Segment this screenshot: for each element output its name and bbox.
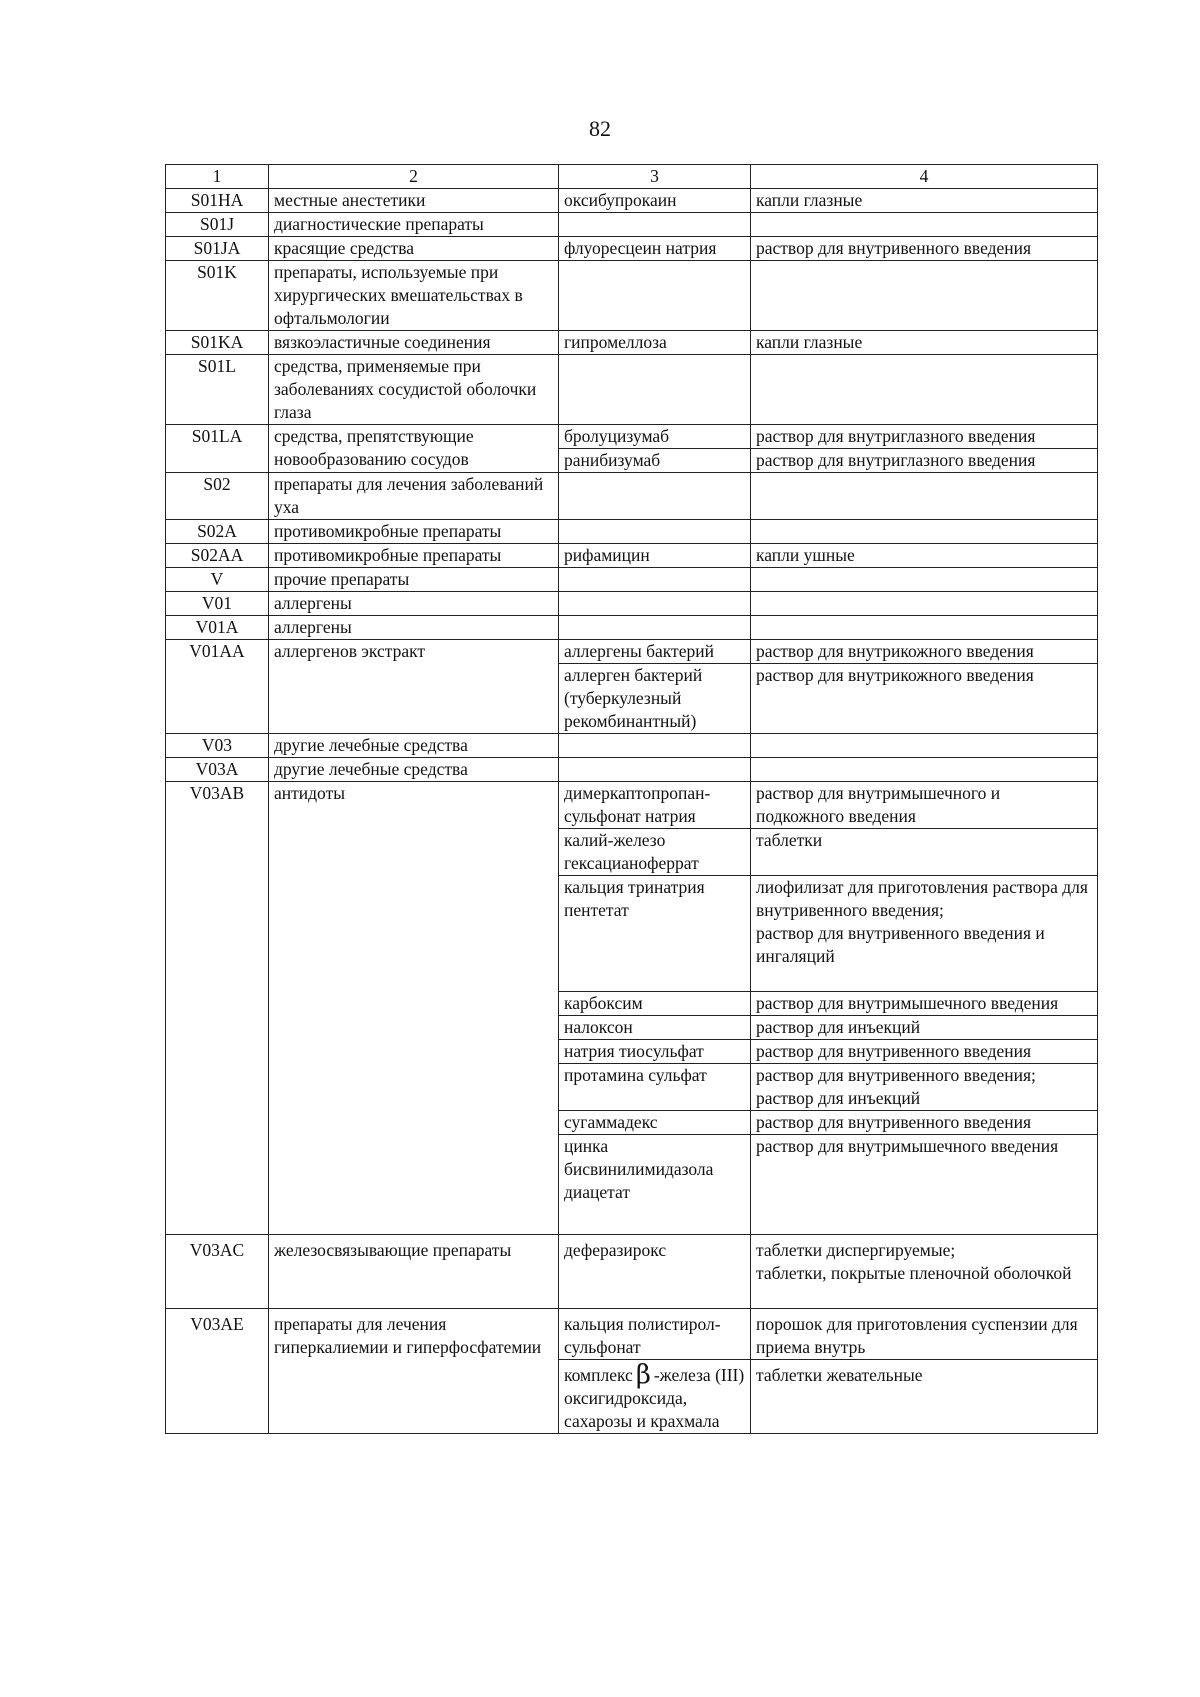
group-name: другие лечебные средства	[269, 758, 559, 782]
atc-code: S02AA	[166, 544, 269, 568]
group-name: противомикробные препараты	[269, 520, 559, 544]
drug-name: натрия тиосульфат	[559, 1040, 751, 1064]
atc-code: V01AA	[166, 640, 269, 734]
dosage-form	[751, 734, 1098, 758]
dosage-form: раствор для внутримышечного введения	[751, 1135, 1098, 1235]
header-cell: 4	[751, 165, 1098, 189]
group-name: диагностические препараты	[269, 213, 559, 237]
group-name: железосвязывающие препараты	[269, 1235, 559, 1309]
drug-name: ранибизумаб	[559, 449, 751, 473]
table-row	[166, 1309, 1098, 1360]
dosage-form	[751, 568, 1098, 592]
drug-name: аллерген бактерий (туберкулезный рекомбинантный)	[559, 664, 751, 734]
drug-name: налоксон	[559, 1016, 751, 1040]
drug-name: сугаммадекс	[559, 1111, 751, 1135]
dosage-form	[751, 473, 1098, 520]
drug-name-with-symbol	[559, 1360, 751, 1434]
dosage-form: порошок для приготовления суспензии для приема внутрь	[751, 1309, 1098, 1360]
group-name: аллергены	[269, 616, 559, 640]
atc-code: S01LA	[166, 425, 269, 473]
drug-name: флуоресцеин натрия	[559, 237, 751, 261]
atc-code: V03	[166, 734, 269, 758]
group-name: другие лечебные средства	[269, 734, 559, 758]
drug-name	[559, 261, 751, 331]
group-name: препараты, используемые при хирургических вмешательствах в офтальмологии	[269, 261, 559, 331]
dosage-form: капли глазные	[751, 189, 1098, 213]
table-row	[166, 1235, 1098, 1309]
dosage-form	[751, 592, 1098, 616]
dosage-form: раствор для внутримышечного и подкожного введения	[751, 782, 1098, 829]
group-name: средства, препятствующие новообразованию сосудов	[269, 425, 559, 473]
atc-code: V01	[166, 592, 269, 616]
group-name: средства, применяемые при заболеваниях сосудистой оболочки глаза	[269, 355, 559, 425]
table-row	[166, 520, 1098, 544]
dosage-form: раствор для внутривенного введения	[751, 1040, 1098, 1064]
table-row	[166, 734, 1098, 758]
table-row	[166, 758, 1098, 782]
drug-name: рифамицин	[559, 544, 751, 568]
dosage-form: таблетки диспергируемые; таблетки, покрытые пленочной оболочкой	[751, 1235, 1098, 1309]
drug-name: деферазирокс	[559, 1235, 751, 1309]
dosage-form	[751, 758, 1098, 782]
table-row	[166, 568, 1098, 592]
drug-name: кальция тринатрия пентетат	[559, 876, 751, 992]
beta-symbol: β	[635, 1360, 651, 1390]
drug-name: оксибупрокаин	[559, 189, 751, 213]
drug-name: кальция полистирол-сульфонат	[559, 1309, 751, 1360]
table-row	[166, 237, 1098, 261]
drug-name-part: -железа (III) оксигидроксида, сахарозы и крахмала	[564, 1365, 745, 1431]
dosage-form: таблетки	[751, 829, 1098, 876]
dosage-form: раствор для внутривенного введения	[751, 237, 1098, 261]
drug-name: гипромеллоза	[559, 331, 751, 355]
group-name: вязкоэластичные соединения	[269, 331, 559, 355]
group-name: препараты для лечения заболеваний уха	[269, 473, 559, 520]
atc-code: V03A	[166, 758, 269, 782]
atc-code: V03AC	[166, 1235, 269, 1309]
table-row	[166, 355, 1098, 425]
dosage-form: лиофилизат для приготовления раствора для внутривенного введения; раствор для внутривенного введения и ингаляций	[751, 876, 1098, 992]
atc-code: S02	[166, 473, 269, 520]
group-name: местные анестетики	[269, 189, 559, 213]
header-cell: 3	[559, 165, 751, 189]
header-cell: 2	[269, 165, 559, 189]
atc-code: V01A	[166, 616, 269, 640]
group-name: антидоты	[269, 782, 559, 1235]
atc-code: S01KA	[166, 331, 269, 355]
drug-name	[559, 568, 751, 592]
table-row	[166, 261, 1098, 331]
drug-name: аллергены бактерий	[559, 640, 751, 664]
dosage-form	[751, 355, 1098, 425]
table-row	[166, 473, 1098, 520]
drug-name	[559, 520, 751, 544]
dosage-form	[751, 520, 1098, 544]
group-name: препараты для лечения гиперкалиемии и гиперфосфатемии	[269, 1309, 559, 1434]
table-row	[166, 640, 1098, 664]
dosage-form: капли ушные	[751, 544, 1098, 568]
atc-code: V	[166, 568, 269, 592]
atc-code: S01L	[166, 355, 269, 425]
dosage-form: раствор для внутриглазного введения	[751, 425, 1098, 449]
drug-name: калий-железо гексацианоферрат	[559, 829, 751, 876]
medicines-table	[165, 164, 1098, 1434]
drug-name: бролуцизумаб	[559, 425, 751, 449]
drug-name	[559, 758, 751, 782]
drug-name: цинка бисвинилимидазола диацетат	[559, 1135, 751, 1235]
table-row	[166, 544, 1098, 568]
dosage-form: раствор для внутрикожного введения	[751, 640, 1098, 664]
drug-name	[559, 213, 751, 237]
header-cell: 1	[166, 165, 269, 189]
table-row	[166, 616, 1098, 640]
table-row	[166, 213, 1098, 237]
drug-name	[559, 473, 751, 520]
table-row	[166, 592, 1098, 616]
dosage-form	[751, 213, 1098, 237]
dosage-form: раствор для внутривенного введения; раствор для инъекций	[751, 1064, 1098, 1111]
page-number: 82	[589, 116, 611, 141]
group-name: красящие средства	[269, 237, 559, 261]
table-row	[166, 189, 1098, 213]
group-name: прочие препараты	[269, 568, 559, 592]
atc-code: S01HA	[166, 189, 269, 213]
atc-code: V03AB	[166, 782, 269, 1235]
dosage-form: раствор для внутримышечного введения	[751, 992, 1098, 1016]
dosage-form: таблетки жевательные	[751, 1360, 1098, 1434]
dosage-form: раствор для внутриглазного введения	[751, 449, 1098, 473]
group-name: аллергенов экстракт	[269, 640, 559, 734]
drug-name	[559, 734, 751, 758]
group-name: противомикробные препараты	[269, 544, 559, 568]
group-name: аллергены	[269, 592, 559, 616]
atc-code: S01K	[166, 261, 269, 331]
drug-name	[559, 616, 751, 640]
drug-name	[559, 592, 751, 616]
dosage-form: раствор для внутривенного введения	[751, 1111, 1098, 1135]
atc-code: V03AE	[166, 1309, 269, 1434]
atc-code: S01JA	[166, 237, 269, 261]
atc-code: S01J	[166, 213, 269, 237]
drug-name: карбоксим	[559, 992, 751, 1016]
drug-name: димеркаптопропан-сульфонат натрия	[559, 782, 751, 829]
table-row	[166, 425, 1098, 449]
table-row	[166, 331, 1098, 355]
table-header-row	[166, 165, 1098, 189]
drug-name: протамина сульфат	[559, 1064, 751, 1111]
drug-name-part: комплекс	[564, 1365, 633, 1385]
drug-name	[559, 355, 751, 425]
dosage-form: раствор для внутрикожного введения	[751, 664, 1098, 734]
dosage-form	[751, 261, 1098, 331]
dosage-form: раствор для инъекций	[751, 1016, 1098, 1040]
atc-code: S02A	[166, 520, 269, 544]
dosage-form	[751, 616, 1098, 640]
table-row	[166, 782, 1098, 829]
dosage-form: капли глазные	[751, 331, 1098, 355]
